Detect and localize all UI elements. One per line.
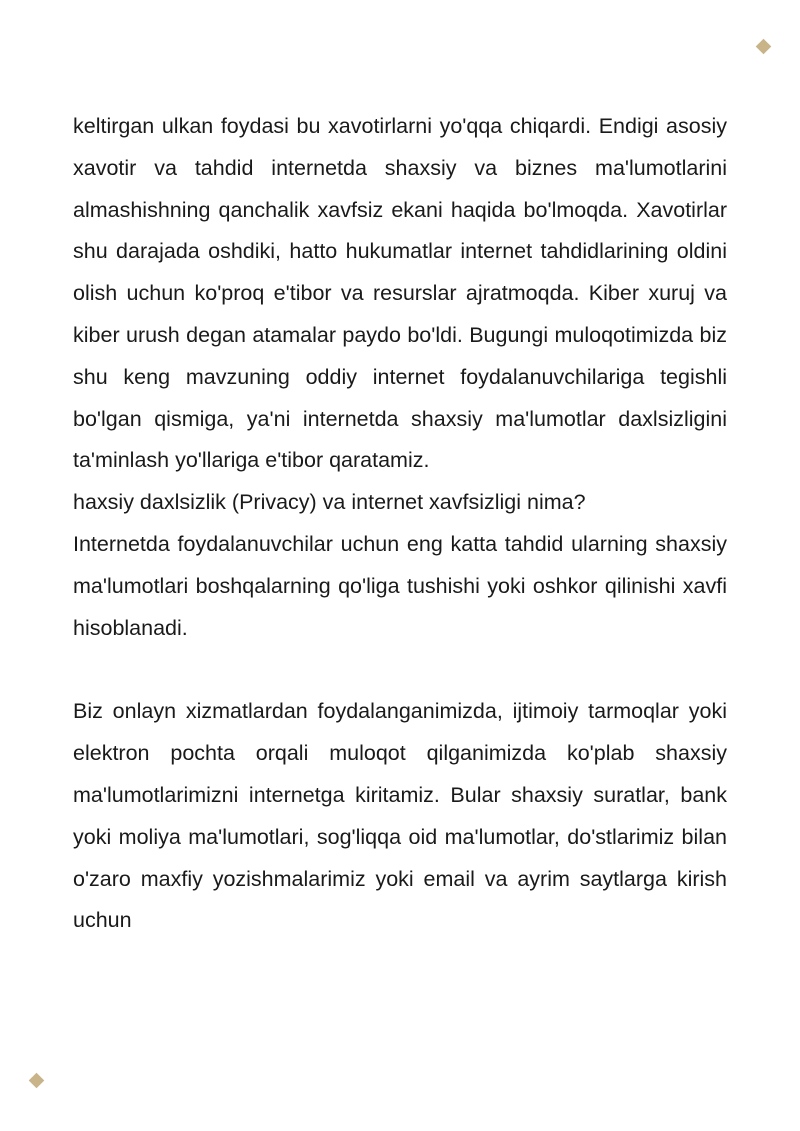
diamond-ornament-icon bbox=[29, 1073, 45, 1089]
paragraph-intro: keltirgan ulkan foydasi bu xavotirlarni yo'qqa chiqardi. Endigi asosiy xavotir va tahdid internetda shaxsiy va biznes ma'lumotlarini almashishning qanchalik xavfsiz ekani haqida bo'lmoqda. Xavotirlar shu darajada oshdiki, hatto hukumatlar internet tahdidlarining oldini olish uchun ko'proq e'tibor va resurslar ajratmoqda. Kiber xuruj va kiber urush degan atamalar paydo bo'ldi. Bugungi muloqotimizda biz shu keng mavzuning oddiy internet foydalanuvchilariga tegishli bo'lgan qismiga, ya'ni internetda shaxsiy ma'lumotlar daxlsizligini ta'minlash yo'llariga e'tibor qaratamiz. bbox=[73, 114, 727, 473]
body-text bbox=[73, 106, 727, 942]
paragraph-threat: Internetda foydalanuvchilar uchun eng katta tahdid ularning shaxsiy ma'lumotlari boshqalarning qo'liga tushishi yoki oshkor qilinishi xavfi hisoblanadi. bbox=[73, 531, 727, 640]
section-heading: haxsiy daxlsizlik (Privacy) va internet xavfsizligi nima? bbox=[73, 490, 586, 515]
diamond-ornament-icon bbox=[756, 39, 772, 55]
paragraph-gap bbox=[73, 649, 727, 691]
paragraph-personal-data: Biz onlayn xizmatlardan foydalanganimizda, ijtimoiy tarmoqlar yoki elektron pochta orqali muloqot qilganimizda ko'plab shaxsiy ma'lumotlarimizni internetga kiritamiz. Bular shaxsiy suratlar, bank yoki moliya ma'lumotlari, sog'liqqa oid ma'lumotlar, do'stlarimiz bilan o'zaro maxfiy yozishmalarimiz yoki email va ayrim saytlarga kirish uchun bbox=[73, 699, 727, 933]
